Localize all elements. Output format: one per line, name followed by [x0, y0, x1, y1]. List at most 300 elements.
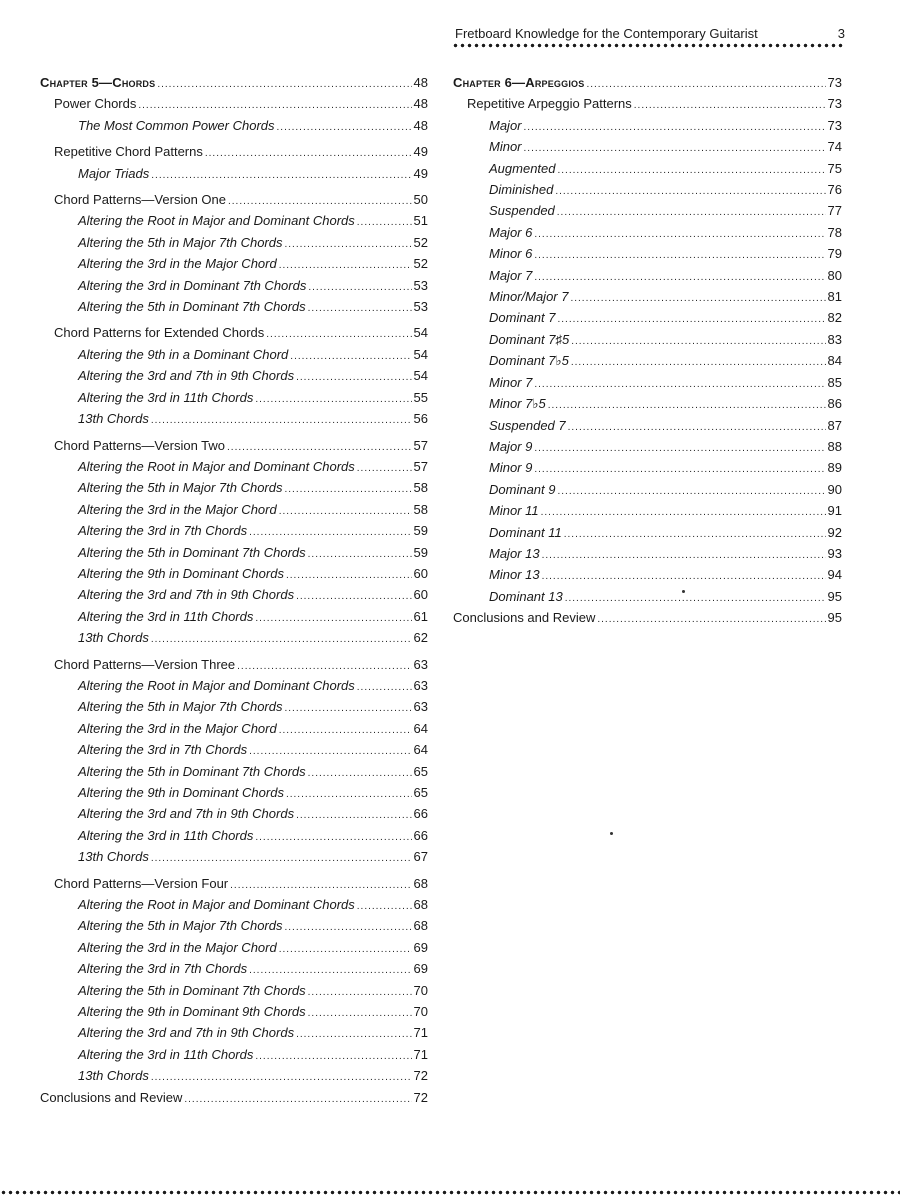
- toc-entry-title: 13th Chords: [78, 411, 149, 427]
- toc-entry-page: 67: [413, 849, 428, 865]
- toc-subsection-entry[interactable]: [40, 409, 428, 430]
- toc-subsection-entry[interactable]: [40, 211, 428, 232]
- dot-leader: [249, 742, 411, 761]
- dot-leader: [279, 256, 412, 275]
- dot-leader: [586, 75, 825, 94]
- toc-entry-title: Dominant 13: [489, 588, 563, 604]
- dot-leader: [524, 139, 826, 158]
- toc-entry-page: 48: [413, 117, 428, 133]
- dot-leader: [548, 396, 826, 415]
- toc-entry-page: 79: [827, 246, 842, 262]
- toc-entry-title: Major 9: [489, 438, 533, 454]
- dot-leader: [557, 482, 825, 501]
- dot-leader: [277, 118, 412, 137]
- toc-entry-page: 54: [413, 325, 428, 341]
- toc-chapter-entry[interactable]: [453, 73, 842, 94]
- scan-speck: [610, 832, 613, 835]
- dot-leader: [255, 1047, 411, 1066]
- dot-leader: [227, 438, 412, 457]
- toc-entry-title: Altering the Root in Major and Dominant Chords: [78, 458, 355, 474]
- toc-entry-title: Altering the 9th in a Dominant Chord: [78, 346, 289, 362]
- toc-entry-page: 73: [827, 75, 842, 90]
- toc-entry-page: 95: [827, 588, 842, 604]
- toc-entry-page: 63: [413, 677, 428, 693]
- toc-subsection-entry[interactable]: [453, 266, 842, 287]
- toc-entry-page: 72: [413, 1068, 428, 1084]
- dot-leader: [555, 182, 825, 201]
- toc-entry-title: Diminished: [489, 182, 554, 198]
- toc-entry-title: Altering the Root in Major and Dominant Chords: [78, 897, 355, 913]
- toc-entry-page: 85: [827, 374, 842, 390]
- toc-entry-title: Minor: [489, 139, 522, 155]
- toc-entry-title: Chord Patterns—Version One: [54, 192, 226, 208]
- toc-subsection-entry[interactable]: [40, 1002, 428, 1023]
- toc-entry-title: Minor 13: [489, 567, 540, 583]
- toc-section-entry[interactable]: [40, 190, 428, 211]
- toc-entry-page: 49: [413, 165, 428, 181]
- dot-leader: [285, 918, 412, 937]
- dot-leader: [534, 225, 825, 244]
- toc-entry-title: Altering the 9th in Dominant Chords: [78, 565, 284, 581]
- toc-entry-page: 57: [413, 437, 428, 453]
- dot-leader: [285, 699, 412, 718]
- toc-entry-title: Altering the 3rd in the Major Chord: [78, 501, 277, 517]
- toc-entry-page: 70: [413, 982, 428, 998]
- toc-entry-title: Dominant 7: [489, 310, 556, 326]
- dot-leader: [357, 459, 412, 478]
- toc-entry-title: Major 6: [489, 224, 533, 240]
- toc-entry-page: 50: [413, 192, 428, 208]
- dot-leader: [255, 609, 411, 628]
- toc-entry-page: 62: [413, 630, 428, 646]
- toc-entry-page: 52: [413, 234, 428, 250]
- toc-subsection-entry[interactable]: [40, 1066, 428, 1087]
- toc-entry-title: Altering the Root in Major and Dominant Chords: [78, 677, 355, 693]
- toc-entry-page: 74: [827, 139, 842, 155]
- toc-entry-title: Suspended 7: [489, 417, 566, 433]
- footer-dotted-rule: [0, 1190, 900, 1195]
- dot-leader: [296, 806, 411, 825]
- toc-entry-page: 64: [413, 742, 428, 758]
- toc-entry-page: 78: [827, 224, 842, 240]
- toc-subsection-entry[interactable]: [40, 500, 428, 521]
- toc-subsection-entry[interactable]: [40, 959, 428, 980]
- toc-entry-page: 53: [413, 299, 428, 315]
- toc-entry-page: 54: [413, 368, 428, 384]
- toc-entry-title: Dominant 7♯5: [489, 331, 570, 347]
- toc-subsection-entry[interactable]: [40, 740, 428, 761]
- toc-entry-title: Altering the 3rd in 7th Chords: [78, 961, 248, 977]
- toc-entry-title: Altering the 5th in Dominant 7th Chords: [78, 763, 306, 779]
- toc-subsection-entry[interactable]: [453, 201, 842, 222]
- toc-entry-title: Altering the 5th in Dominant 7th Chords: [78, 982, 306, 998]
- toc-entry-page: 52: [413, 256, 428, 272]
- toc-subsection-entry[interactable]: [40, 254, 428, 275]
- toc-subsection-entry[interactable]: [40, 607, 428, 628]
- toc-subsection-entry[interactable]: [453, 394, 842, 415]
- dot-leader: [249, 523, 411, 542]
- toc-subsection-entry[interactable]: [453, 458, 842, 479]
- dot-leader: [285, 480, 412, 499]
- toc-entry-title: Altering the 5th in Dominant 7th Chords: [78, 299, 306, 315]
- toc-entry-page: 76: [827, 182, 842, 198]
- toc-subsection-entry[interactable]: [40, 676, 428, 697]
- dot-leader: [565, 589, 826, 608]
- toc-entry-title: Minor 6: [489, 246, 533, 262]
- toc-entry-title: Minor/Major 7: [489, 289, 569, 305]
- dot-leader: [279, 940, 412, 959]
- scan-speck: [682, 590, 685, 593]
- toc-entry-page: 64: [413, 720, 428, 736]
- toc-entry-page: 73: [827, 96, 842, 112]
- toc-subsection-entry[interactable]: [40, 457, 428, 478]
- toc-subsection-entry[interactable]: [453, 501, 842, 522]
- toc-entry-title: Power Chords: [54, 96, 137, 112]
- toc-subsection-entry[interactable]: [453, 159, 842, 180]
- dot-leader: [542, 546, 826, 565]
- toc-subsection-entry[interactable]: [40, 297, 428, 318]
- toc-section-entry[interactable]: [40, 142, 428, 163]
- toc-entry-page: 53: [413, 277, 428, 293]
- dot-leader: [541, 503, 826, 522]
- toc-subsection-entry[interactable]: [40, 233, 428, 254]
- dot-leader: [157, 75, 411, 94]
- toc-entry-page: 75: [827, 160, 842, 176]
- toc-entry-page: 89: [827, 460, 842, 476]
- toc-entry-title: Chord Patterns—Version Three: [54, 656, 236, 672]
- dot-leader: [534, 460, 825, 479]
- toc-subsection-entry[interactable]: [40, 478, 428, 499]
- toc-entry-page: 92: [827, 524, 842, 540]
- toc-entry-title: Altering the 3rd in 11th Chords: [78, 608, 254, 624]
- toc-subsection-entry[interactable]: [40, 783, 428, 804]
- toc-subsection-entry[interactable]: [453, 523, 842, 544]
- dot-leader: [184, 1090, 411, 1109]
- toc-entry-title: Altering the 5th in Major 7th Chords: [78, 480, 283, 496]
- toc-subsection-entry[interactable]: [40, 1045, 428, 1066]
- toc-subsection-entry[interactable]: [453, 351, 842, 372]
- toc-entry-title: Conclusions and Review: [40, 1089, 183, 1105]
- toc-subsection-entry[interactable]: [40, 916, 428, 937]
- toc-closing-entry[interactable]: [453, 608, 842, 629]
- toc-entry-page: 54: [413, 346, 428, 362]
- toc-entry-page: 65: [413, 785, 428, 800]
- toc-entry-title: Minor 7♭5: [489, 396, 546, 412]
- toc-entry-title: Altering the 3rd in 7th Chords: [78, 742, 248, 758]
- toc-entry-page: 65: [413, 763, 428, 779]
- dot-leader: [357, 897, 412, 916]
- dot-leader: [534, 375, 825, 394]
- dot-leader: [534, 246, 825, 265]
- dot-leader: [279, 502, 412, 521]
- toc-subsection-entry[interactable]: [40, 762, 428, 783]
- dot-leader: [557, 203, 826, 222]
- toc-entry-page: 59: [413, 523, 428, 539]
- toc-entry-title: Altering the 5th in Dominant 7th Chords: [78, 544, 306, 560]
- toc-subsection-entry[interactable]: [40, 345, 428, 366]
- toc-subsection-entry[interactable]: [40, 1023, 428, 1044]
- toc-entry-title: Altering the 3rd and 7th in 9th Chords: [78, 806, 295, 822]
- toc-chapter-entry[interactable]: [40, 73, 428, 94]
- toc-entry-title: Altering the 3rd in 11th Chords: [78, 827, 254, 843]
- dot-leader: [286, 785, 412, 804]
- toc-entry-page: 68: [413, 875, 428, 891]
- toc-subsection-entry[interactable]: [40, 585, 428, 606]
- dot-leader: [255, 828, 411, 847]
- toc-entry-title: Altering the 3rd and 7th in 9th Chords: [78, 368, 295, 384]
- toc-entry-title: Chapter 6—Arpeggios: [453, 75, 585, 90]
- toc-entry-page: 66: [413, 806, 428, 822]
- toc-closing-entry[interactable]: [40, 1088, 428, 1109]
- toc-entry-page: 83: [827, 331, 842, 347]
- toc-entry-title: Dominant 7♭5: [489, 353, 569, 369]
- toc-entry-title: Altering the 9th in Dominant Chords: [78, 785, 284, 800]
- page-number: 3: [837, 26, 845, 41]
- dot-leader: [237, 657, 411, 676]
- dot-leader: [634, 96, 826, 115]
- toc-entry-title: Chapter 5—Chords: [40, 75, 156, 90]
- toc-entry-title: Altering the Root in Major and Dominant Chords: [78, 213, 355, 229]
- dot-leader: [228, 192, 412, 211]
- toc-entry-page: 60: [413, 587, 428, 603]
- toc-subsection-entry[interactable]: [453, 437, 842, 458]
- toc-subsection-entry[interactable]: [40, 521, 428, 542]
- toc-subsection-entry[interactable]: [40, 847, 428, 868]
- toc-subsection-entry[interactable]: [453, 587, 842, 608]
- toc-subsection-entry[interactable]: [40, 116, 428, 137]
- dot-leader: [308, 278, 411, 297]
- toc-entry-title: Altering the 3rd in the Major Chord: [78, 720, 277, 736]
- toc-entry-title: Chord Patterns—Version Four: [54, 875, 229, 891]
- toc-subsection-entry[interactable]: [40, 628, 428, 649]
- toc-subsection-entry[interactable]: [40, 804, 428, 825]
- toc-entry-title: Chord Patterns—Version Two: [54, 437, 226, 453]
- toc-entry-page: 59: [413, 544, 428, 560]
- toc-entry-page: 63: [413, 656, 428, 672]
- dot-leader: [571, 332, 825, 351]
- dot-leader: [279, 721, 412, 740]
- toc-section-entry[interactable]: [40, 655, 428, 676]
- toc-entry-page: 58: [413, 501, 428, 517]
- toc-entry-title: Altering the 3rd in Dominant 7th Chords: [78, 277, 307, 293]
- toc-entry-title: Suspended: [489, 203, 555, 219]
- toc-subsection-entry[interactable]: [40, 164, 428, 185]
- toc-entry-title: Major 7: [489, 267, 533, 283]
- toc-entry-page: 84: [827, 353, 842, 369]
- toc-subsection-entry[interactable]: [453, 137, 842, 158]
- dot-leader: [534, 439, 825, 458]
- toc-subsection-entry[interactable]: [40, 276, 428, 297]
- dot-leader: [151, 849, 412, 868]
- running-header-title: Fretboard Knowledge for the Contemporary Guitarist: [455, 26, 758, 41]
- toc-entry-page: 48: [413, 96, 428, 112]
- toc-entry-title: Major: [489, 117, 522, 133]
- toc-entry-page: 90: [827, 481, 842, 497]
- toc-entry-title: Major 13: [489, 545, 540, 561]
- toc-entry-page: 48: [413, 75, 428, 90]
- toc-subsection-entry[interactable]: [453, 287, 842, 308]
- toc-entry-title: Repetitive Chord Patterns: [54, 144, 203, 160]
- toc-entry-page: 71: [413, 1046, 428, 1062]
- toc-entry-title: Altering the 3rd in the Major Chord: [78, 939, 277, 955]
- toc-entry-title: Altering the 5th in Major 7th Chords: [78, 699, 283, 715]
- dot-leader: [557, 310, 825, 329]
- toc-entry-page: 73: [827, 117, 842, 133]
- toc-subsection-entry[interactable]: [40, 981, 428, 1002]
- toc-subsection-entry[interactable]: [453, 244, 842, 265]
- dot-leader: [205, 144, 412, 163]
- toc-section-entry[interactable]: [40, 874, 428, 895]
- dot-leader: [570, 289, 825, 308]
- toc-entry-title: 13th Chords: [78, 849, 149, 865]
- dot-leader: [308, 764, 412, 783]
- toc-entry-page: 71: [413, 1025, 428, 1041]
- toc-entry-page: 80: [827, 267, 842, 283]
- toc-entry-title: 13th Chords: [78, 1068, 149, 1084]
- dot-leader: [151, 166, 411, 185]
- toc-entry-page: 91: [827, 503, 842, 519]
- dot-leader: [266, 325, 411, 344]
- toc-entry-title: Altering the 5th in Major 7th Chords: [78, 918, 283, 934]
- toc-entry-page: 57: [413, 458, 428, 474]
- toc-entry-page: 70: [413, 1004, 428, 1020]
- dot-leader: [230, 876, 411, 895]
- toc-section-entry[interactable]: [40, 323, 428, 344]
- toc-section-entry[interactable]: [40, 436, 428, 457]
- toc-subsection-entry[interactable]: [40, 366, 428, 387]
- toc-subsection-entry[interactable]: [40, 826, 428, 847]
- toc-entry-page: 58: [413, 480, 428, 496]
- toc-column-right: [453, 73, 842, 630]
- toc-subsection-entry[interactable]: [453, 480, 842, 501]
- toc-entry-title: Altering the 3rd in 11th Chords: [78, 389, 254, 405]
- dot-leader: [308, 1004, 412, 1023]
- dot-leader: [568, 418, 826, 437]
- toc-entry-page: 68: [413, 897, 428, 913]
- toc-entry-page: 49: [413, 144, 428, 160]
- header-dotted-rule: [452, 43, 845, 48]
- toc-subsection-entry[interactable]: [453, 416, 842, 437]
- toc-subsection-entry[interactable]: [453, 330, 842, 351]
- toc-entry-page: 60: [413, 565, 428, 581]
- dot-leader: [296, 368, 411, 387]
- dot-leader: [296, 1025, 411, 1044]
- toc-entry-page: 82: [827, 310, 842, 326]
- toc-entry-title: Altering the 3rd in 7th Chords: [78, 523, 248, 539]
- toc-entry-title: Dominant 11: [489, 524, 562, 540]
- toc-subsection-entry[interactable]: [453, 180, 842, 201]
- dot-leader: [534, 268, 825, 287]
- dot-leader: [571, 353, 826, 372]
- toc-subsection-entry[interactable]: [453, 373, 842, 394]
- toc-subsection-entry[interactable]: [40, 938, 428, 959]
- toc-entry-title: Minor 9: [489, 460, 533, 476]
- dot-leader: [308, 545, 412, 564]
- toc-subsection-entry[interactable]: [453, 565, 842, 586]
- dot-leader: [285, 235, 412, 254]
- toc-entry-title: Altering the 3rd in 11th Chords: [78, 1046, 254, 1062]
- dot-leader: [597, 610, 825, 629]
- toc-subsection-entry[interactable]: [453, 308, 842, 329]
- toc-entry-page: 69: [413, 961, 428, 977]
- toc-entry-page: 72: [413, 1089, 428, 1105]
- toc-entry-title: Minor 11: [489, 503, 539, 519]
- toc-subsection-entry[interactable]: [40, 697, 428, 718]
- dot-leader: [249, 961, 411, 980]
- dot-leader: [151, 1068, 412, 1087]
- dot-leader: [296, 587, 411, 606]
- toc-subsection-entry[interactable]: [40, 719, 428, 740]
- dot-leader: [151, 630, 412, 649]
- toc-subsection-entry[interactable]: [453, 116, 842, 137]
- dot-leader: [542, 567, 826, 586]
- dot-leader: [286, 566, 412, 585]
- dot-leader: [138, 96, 411, 115]
- toc-subsection-entry[interactable]: [40, 543, 428, 564]
- toc-entry-page: 81: [827, 289, 842, 305]
- dot-leader: [151, 411, 412, 430]
- toc-entry-title: 13th Chords: [78, 630, 149, 646]
- dot-leader: [308, 983, 412, 1002]
- toc-entry-title: Minor 7: [489, 374, 533, 390]
- toc-entry-page: 87: [827, 417, 842, 433]
- toc-section-entry[interactable]: [453, 94, 842, 115]
- toc-entry-page: 55: [413, 389, 428, 405]
- toc-entry-title: Chord Patterns for Extended Chords: [54, 325, 265, 341]
- dot-leader: [357, 213, 412, 232]
- toc-entry-title: Repetitive Arpeggio Patterns: [467, 96, 632, 112]
- toc-section-entry[interactable]: [40, 94, 428, 115]
- toc-subsection-entry[interactable]: [40, 564, 428, 585]
- toc-column-left: [40, 73, 428, 1109]
- dot-leader: [558, 161, 826, 180]
- toc-entry-title: Altering the 5th in Major 7th Chords: [78, 234, 283, 250]
- dot-leader: [308, 299, 412, 318]
- toc-entry-title: The Most Common Power Chords: [78, 117, 275, 133]
- toc-entry-page: 93: [827, 545, 842, 561]
- toc-entry-page: 88: [827, 438, 842, 454]
- toc-entry-page: 61: [413, 608, 428, 624]
- toc-entry-page: 77: [827, 203, 842, 219]
- dot-leader: [564, 525, 826, 544]
- dot-leader: [357, 678, 412, 697]
- toc-subsection-entry[interactable]: [453, 223, 842, 244]
- toc-entry-page: 56: [413, 411, 428, 427]
- toc-entry-title: Altering the 3rd in the Major Chord: [78, 256, 277, 272]
- toc-entry-title: Dominant 9: [489, 481, 556, 497]
- toc-entry-page: 69: [413, 939, 428, 955]
- toc-entry-title: Altering the 3rd and 7th in 9th Chords: [78, 1025, 295, 1041]
- dot-leader: [255, 390, 411, 409]
- toc-entry-page: 68: [413, 918, 428, 934]
- toc-entry-page: 94: [827, 567, 842, 583]
- toc-entry-page: 63: [413, 699, 428, 715]
- toc-entry-title: Altering the 3rd and 7th in 9th Chords: [78, 587, 295, 603]
- toc-entry-title: Altering the 9th in Dominant 9th Chords: [78, 1004, 306, 1020]
- toc-subsection-entry[interactable]: [40, 388, 428, 409]
- toc-entry-page: 95: [827, 610, 842, 626]
- toc-entry-title: Augmented: [489, 160, 556, 176]
- toc-entry-page: 66: [413, 827, 428, 843]
- dot-leader: [290, 347, 411, 366]
- toc-entry-title: Major Triads: [78, 165, 150, 181]
- toc-entry-page: 51: [413, 213, 428, 229]
- toc-entry-page: 86: [827, 396, 842, 412]
- toc-entry-title: Conclusions and Review: [453, 610, 596, 626]
- toc-subsection-entry[interactable]: [453, 544, 842, 565]
- dot-leader: [524, 118, 826, 137]
- toc-subsection-entry[interactable]: [40, 895, 428, 916]
